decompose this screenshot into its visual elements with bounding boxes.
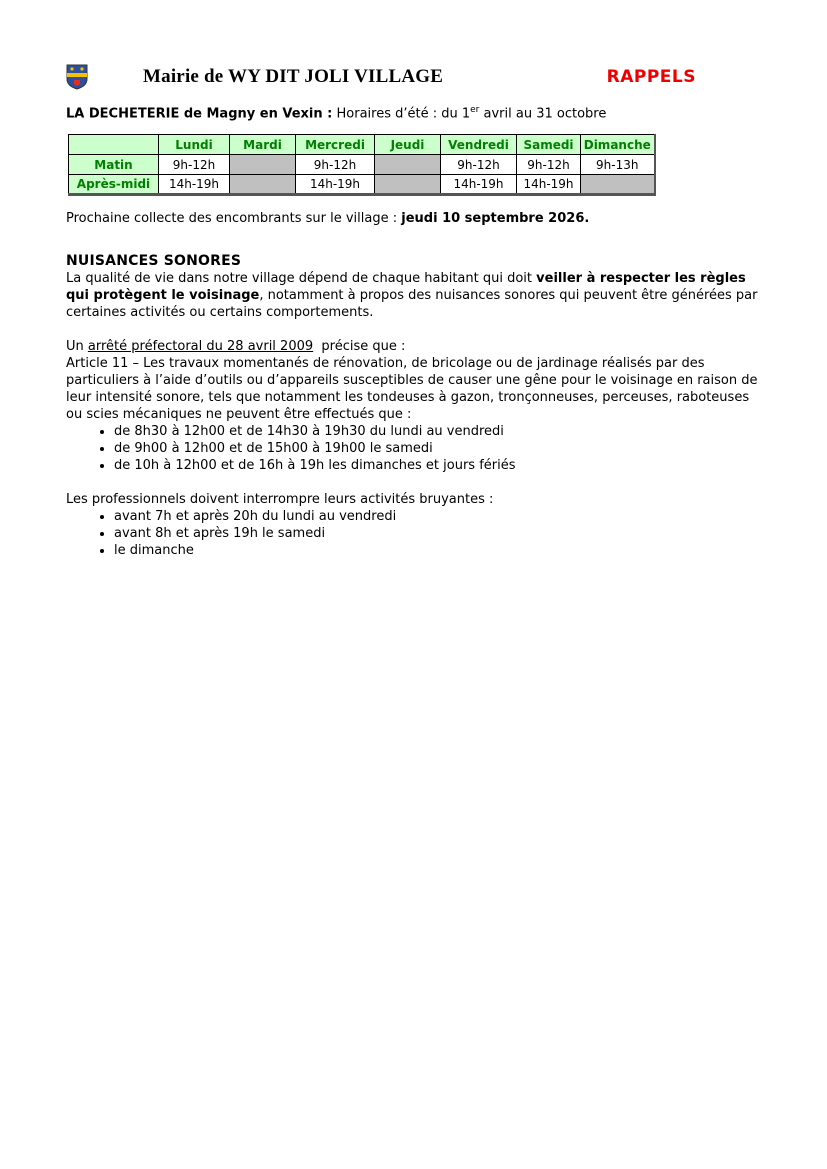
table-row bbox=[69, 155, 655, 175]
cell-matin-mardi bbox=[230, 155, 296, 175]
intro-text-end: , notamment à propos des nuisances sonores qui peuvent être générées par certaines activités ou certains comportements. bbox=[66, 288, 758, 321]
column-header-mercredi: Mercredi bbox=[296, 135, 375, 155]
row-label-matin: Matin bbox=[69, 155, 159, 175]
row-label-apres-midi: Après-midi bbox=[69, 175, 159, 195]
list-item: • avant 7h et après 20h du lundi au vendredi bbox=[114, 508, 761, 525]
column-header-vendredi: Vendredi bbox=[441, 135, 517, 155]
cell-apm-samedi: 14h-19h bbox=[517, 175, 581, 195]
collecte-line bbox=[66, 210, 761, 227]
list-item: • de 9h00 à 12h00 et de 15h00 à 19h00 le samedi bbox=[114, 440, 761, 457]
decheterie-hours-end: avril au 31 octobre bbox=[479, 106, 607, 122]
column-header-lundi: Lundi bbox=[159, 135, 230, 155]
list-item: • de 8h30 à 12h00 et de 14h30 à 19h30 du lundi au vendredi bbox=[114, 423, 761, 440]
column-header-mardi: Mardi bbox=[230, 135, 296, 155]
opening-hours-table bbox=[68, 134, 656, 196]
nuisances-intro-paragraph bbox=[66, 270, 761, 321]
article-11-paragraph: Article 11 – Les travaux momentanés de rénovation, de bricolage ou de jardinage réalisés par des particuliers à l’aide d’outils ou d’appareils susceptibles de causer une gêne pour le voisinage en raison de leur intensité sonore, tels que notamment les tondeuses à gazon, tronçonneuses, perceuses, raboteuses ou scies mécaniques ne peuvent être effectués que : bbox=[66, 356, 758, 423]
arrete-prefix: Un bbox=[66, 339, 88, 355]
cell-matin-samedi: 9h-12h bbox=[517, 155, 581, 175]
cell-apm-dimanche bbox=[581, 175, 655, 195]
table-row bbox=[69, 175, 655, 195]
arrete-suffix: précise que : bbox=[313, 339, 406, 355]
column-header-jeudi: Jeudi bbox=[375, 135, 441, 155]
collecte-text: Prochaine collecte des encombrants sur le village : bbox=[66, 211, 402, 227]
cell-apm-mercredi: 14h-19h bbox=[296, 175, 375, 195]
table-header-row bbox=[69, 135, 655, 155]
page-title: Mairie de WY DIT JOLI VILLAGE bbox=[143, 66, 444, 87]
cell-matin-mercredi: 9h-12h bbox=[296, 155, 375, 175]
professionnels-hours-list bbox=[66, 508, 761, 559]
arrete-reference: arrêté préfectoral du 28 avril 2009 bbox=[87, 339, 314, 355]
list-item: • le dimanche bbox=[114, 542, 761, 559]
cell-apm-mardi bbox=[230, 175, 296, 195]
particuliers-hours-list bbox=[66, 423, 761, 474]
section-heading-nuisances: NUISANCES SONORES bbox=[66, 253, 242, 270]
document-page bbox=[0, 0, 827, 559]
decheterie-superscript: er bbox=[470, 105, 480, 115]
coat-of-arms-icon bbox=[66, 64, 88, 90]
corner-cell bbox=[69, 135, 159, 155]
cell-matin-dimanche: 9h-13h bbox=[581, 155, 655, 175]
cell-matin-lundi: 9h-12h bbox=[159, 155, 230, 175]
cell-apm-jeudi bbox=[375, 175, 441, 195]
decheterie-hours: Horaires d’été : du 1 bbox=[332, 106, 471, 122]
intro-bold-text: veiller à respecter les règles qui protègent le voisinage bbox=[66, 271, 746, 304]
decheterie-line bbox=[66, 102, 761, 122]
cell-matin-vendredi: 9h-12h bbox=[441, 155, 517, 175]
column-header-samedi: Samedi bbox=[517, 135, 581, 155]
intro-text: La qualité de vie dans notre village dépend de chaque habitant qui doit bbox=[66, 271, 537, 287]
arrete-line bbox=[66, 338, 761, 355]
decheterie-title: LA DECHETERIE de Magny en Vexin : bbox=[66, 106, 333, 122]
cell-apm-vendredi: 14h-19h bbox=[441, 175, 517, 195]
cell-matin-jeudi bbox=[375, 155, 441, 175]
document-header bbox=[66, 64, 761, 90]
list-item: • avant 8h et après 19h le samedi bbox=[114, 525, 761, 542]
rappels-label: RAPPELS bbox=[606, 67, 696, 87]
column-header-dimanche: Dimanche bbox=[581, 135, 655, 155]
list-item: • de 10h à 12h00 et de 16h à 19h les dimanches et jours fériés bbox=[114, 457, 761, 474]
professionnels-intro: Les professionnels doivent interrompre leurs activités bruyantes : bbox=[66, 492, 494, 508]
collecte-date: jeudi 10 septembre 2026. bbox=[401, 211, 590, 227]
cell-apm-lundi: 14h-19h bbox=[159, 175, 230, 195]
